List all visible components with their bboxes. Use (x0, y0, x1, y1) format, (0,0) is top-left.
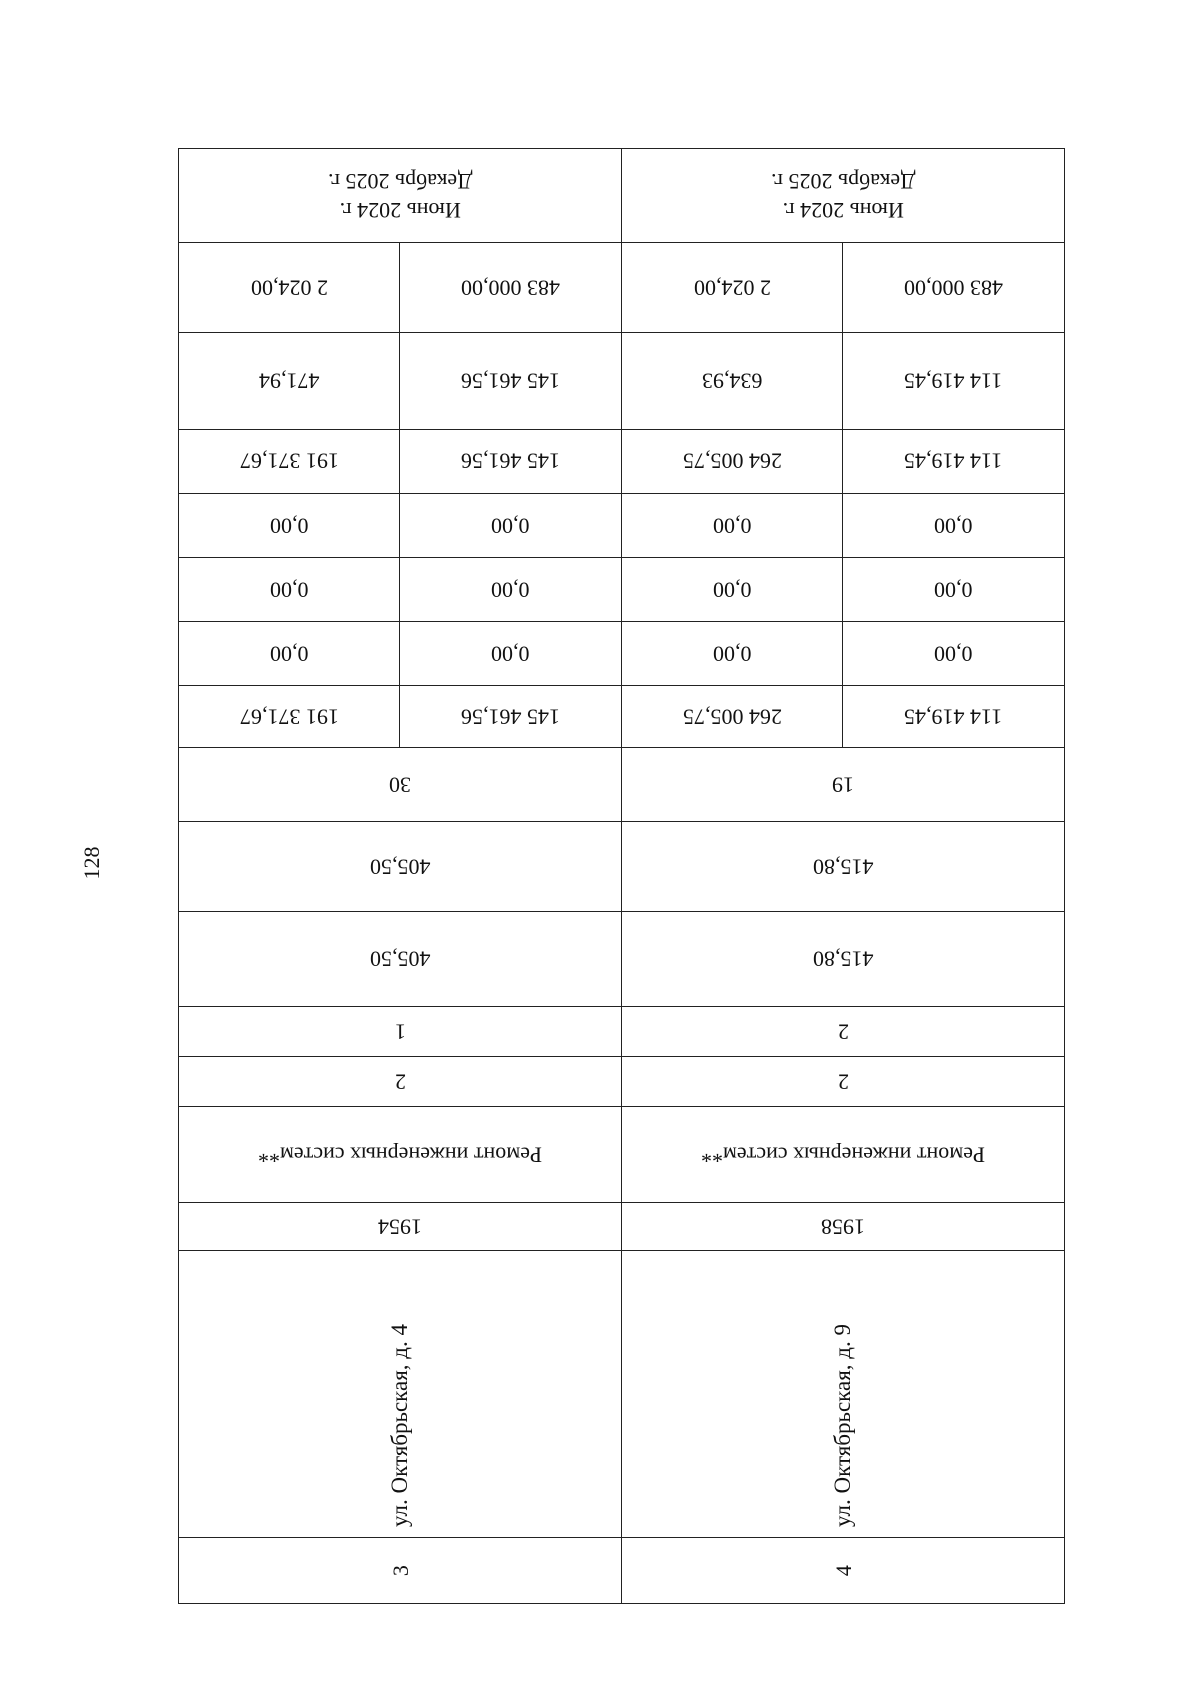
table-cell: 264 005,75 (622, 429, 843, 493)
table-row-cost (179, 333, 1065, 429)
table-cell: 483 000,00 (400, 243, 622, 333)
table-row-cost (179, 493, 1065, 557)
table-cell: 2 (622, 1056, 1065, 1106)
table-cell: 0,00 (400, 621, 622, 685)
table-cell: 191 371,67 (179, 429, 400, 493)
table-cell: 19 (622, 748, 1065, 822)
table-row-number (179, 1537, 1065, 1603)
table-cell: 0,00 (400, 493, 622, 557)
table-cell: 0,00 (622, 557, 843, 621)
table-cell: Ремонт инженерных систем** (179, 1106, 622, 1202)
address-cell (179, 1251, 622, 1538)
period-end: Декабрь 2025 г. (327, 169, 473, 195)
table-cell: 0,00 (179, 621, 400, 685)
address-cell (622, 1251, 1065, 1538)
table-cell: 2 (179, 1056, 622, 1106)
table-cell: 114 419,45 (843, 333, 1065, 429)
table-cell: 471,94 (179, 333, 400, 429)
table-cell: 2 024,00 (179, 243, 400, 333)
period-start: Июнь 2024 г. (339, 198, 461, 224)
table-row-cost (179, 243, 1065, 333)
table-cell: 1 (179, 1006, 622, 1056)
table-row-cost (179, 557, 1065, 621)
table-row-value (179, 1006, 1065, 1056)
period-cell (622, 149, 1065, 243)
table-cell: 191 371,67 (179, 686, 400, 748)
table-cell: 0,00 (179, 493, 400, 557)
table-cell: 2 (622, 1006, 1065, 1056)
table-cell: 114 419,45 (843, 429, 1065, 493)
table-cell: 30 (179, 748, 622, 822)
table-row-count (179, 748, 1065, 822)
table-row-work-type (179, 1106, 1065, 1202)
table-row-area (179, 912, 1065, 1006)
period-cell (179, 149, 622, 243)
table-row-address (179, 1251, 1065, 1538)
table-row-cost (179, 686, 1065, 748)
table-cell: 0,00 (843, 493, 1065, 557)
table-cell: 0,00 (400, 557, 622, 621)
table-cell: 1954 (179, 1203, 622, 1251)
table-cell: 145 461,56 (400, 686, 622, 748)
row-number-cell: 3 (179, 1537, 622, 1603)
table-row-cost (179, 429, 1065, 493)
table-row-cost (179, 621, 1065, 685)
table-row-value (179, 1056, 1065, 1106)
table-row-period (179, 149, 1065, 243)
table-cell: 264 005,75 (622, 686, 843, 748)
table-cell: 0,00 (179, 557, 400, 621)
table-cell: 405,50 (179, 822, 622, 912)
row-number-cell: 4 (622, 1537, 1065, 1603)
table-cell: 114 419,45 (843, 686, 1065, 748)
table-cell: 145 461,56 (400, 429, 622, 493)
table-cell: 415,80 (622, 822, 1065, 912)
table-cell: Ремонт инженерных систем** (622, 1106, 1065, 1202)
table-cell: 405,50 (179, 912, 622, 1006)
table-cell: 0,00 (843, 621, 1065, 685)
period-end: Декабрь 2025 г. (770, 169, 916, 195)
table-cell: 1958 (622, 1203, 1065, 1251)
period-start: Июнь 2024 г. (782, 198, 904, 224)
table-cell: 415,80 (622, 912, 1065, 1006)
repair-schedule-table (178, 148, 1065, 1604)
table-cell: 145 461,56 (400, 333, 622, 429)
table-cell: 0,00 (622, 621, 843, 685)
address-text: ул. Октябрьская, д. 9 (829, 1324, 855, 1528)
table-cell: 634,93 (622, 333, 843, 429)
table-cell: 483 000,00 (843, 243, 1065, 333)
table-cell: 2 024,00 (622, 243, 843, 333)
table-cell: 0,00 (622, 493, 843, 557)
table-row-year (179, 1203, 1065, 1251)
address-text: ул. Октябрьская, д. 4 (386, 1324, 412, 1528)
page-number: 128 (79, 846, 104, 880)
table-row-area (179, 822, 1065, 912)
table-cell: 0,00 (843, 557, 1065, 621)
